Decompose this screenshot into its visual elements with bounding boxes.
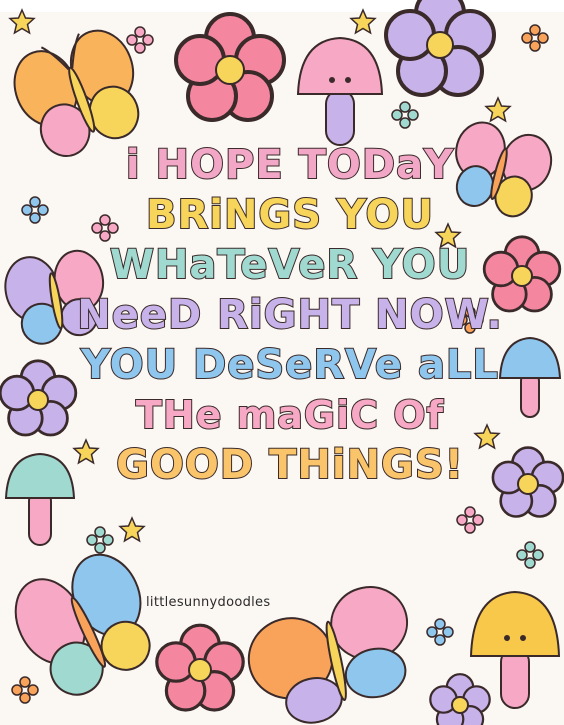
flower-icon — [493, 448, 563, 517]
star-icon — [10, 10, 34, 33]
quote-text — [77, 140, 503, 490]
sprig-icon — [457, 507, 483, 533]
flower-icon — [386, 0, 494, 95]
sprig-icon — [427, 619, 453, 645]
sprig-icon — [522, 25, 548, 51]
sprig-icon — [22, 197, 48, 223]
sprig-icon — [392, 102, 418, 128]
flower-icon — [157, 625, 243, 710]
artist-credit: littlesunnydoodles — [146, 595, 271, 610]
quote-line: i HOPE TODaY — [125, 142, 455, 188]
star-icon — [351, 10, 375, 33]
quote-line: THe maGiC Of — [135, 393, 445, 437]
sprig-icon — [12, 677, 38, 703]
star-icon — [486, 98, 510, 121]
sprig-icon — [127, 27, 153, 53]
flower-icon — [430, 674, 489, 725]
quote-line: BRiNGS YOU — [145, 192, 435, 238]
quote-line: GOOD THiNGS! — [116, 442, 464, 488]
star-icon — [120, 518, 144, 541]
mushroom-icon — [500, 338, 560, 417]
mushroom-icon — [6, 454, 74, 545]
sprig-icon — [87, 527, 113, 553]
quote-line: NeeD RiGHT NOW. — [77, 292, 503, 338]
flower-icon — [176, 14, 284, 120]
flower-icon — [0, 361, 76, 435]
quote-line: YOU DeSeRVe aLL — [81, 342, 499, 388]
mushroom-icon — [298, 38, 382, 145]
quote-line: WHaTeVeR YOU — [109, 242, 471, 288]
sprig-icon — [517, 542, 543, 568]
